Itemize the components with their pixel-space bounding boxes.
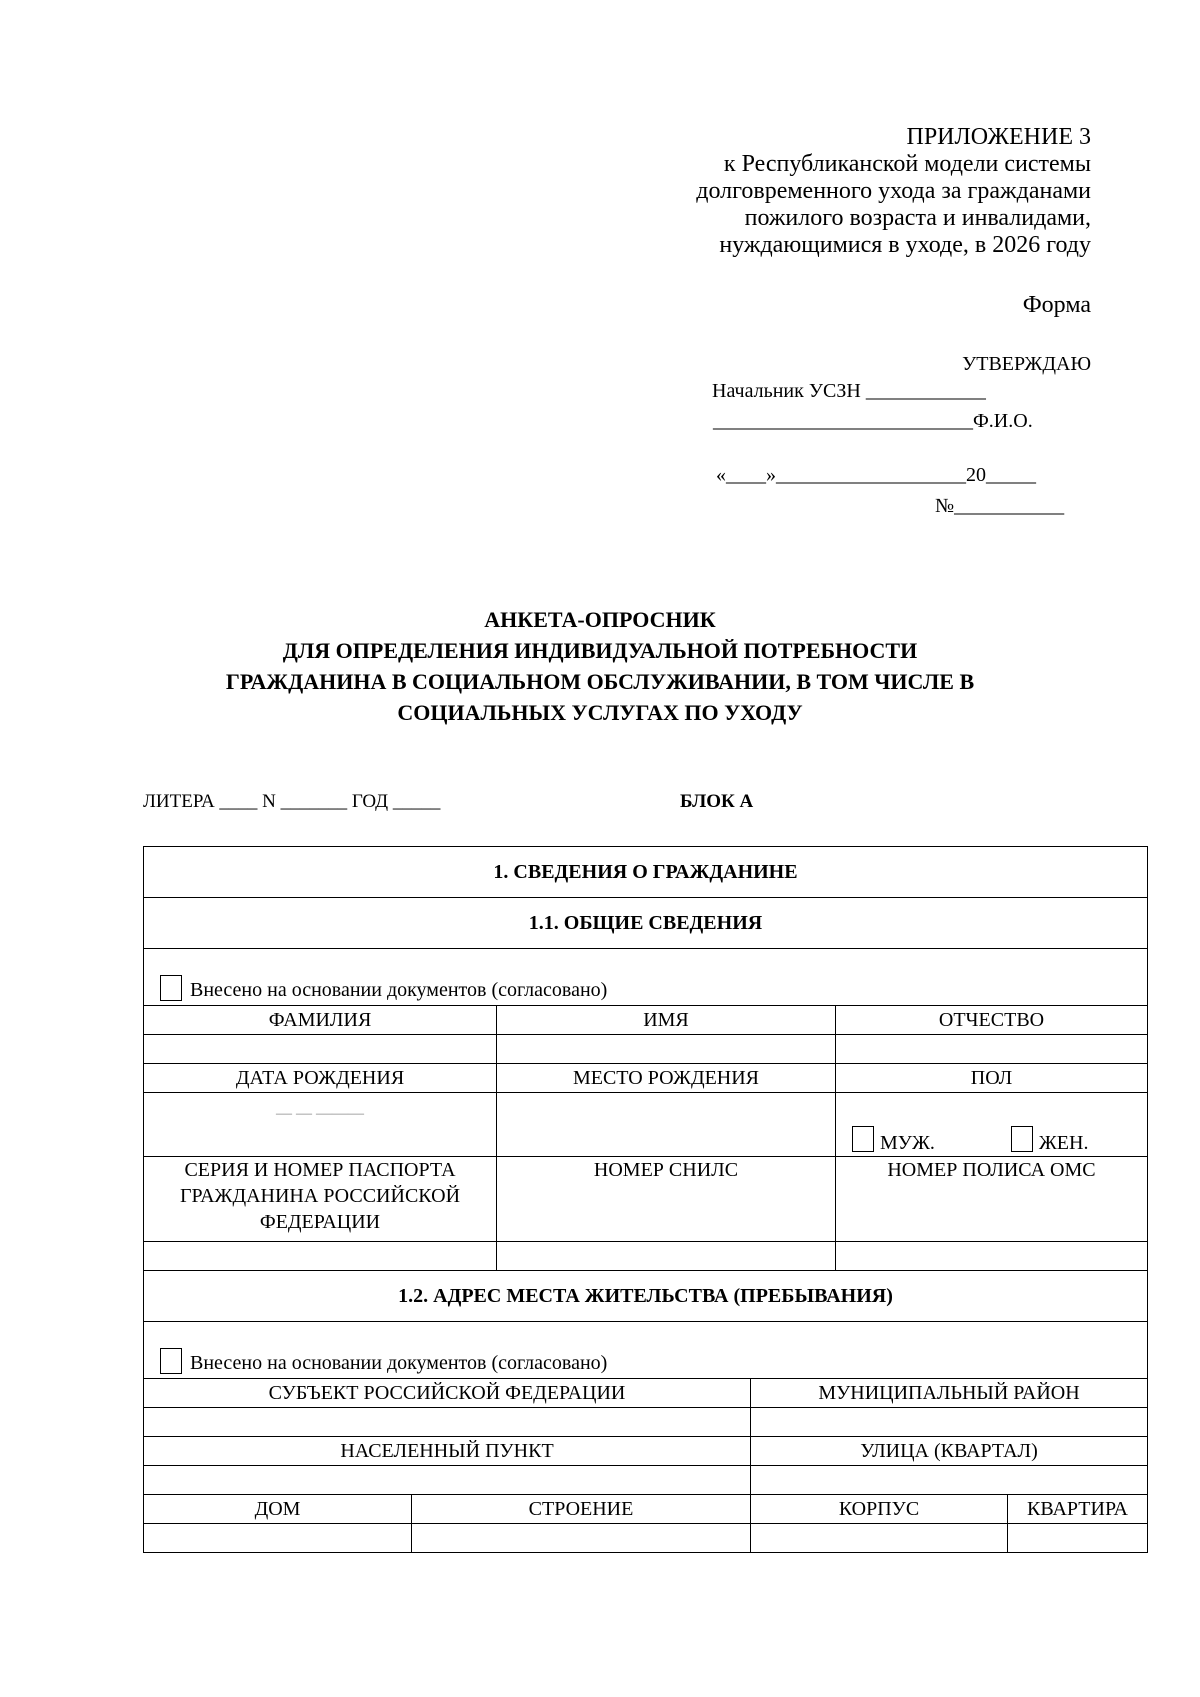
- chief-signature-line: Начальник УСЗН ____________: [712, 380, 986, 402]
- section-title: 1. СВЕДЕНИЯ О ГРАЖДАНИНЕ: [144, 847, 1148, 898]
- building-label: СТРОЕНИЕ: [412, 1495, 751, 1524]
- apartment-label: КВАРТИРА: [1008, 1495, 1148, 1524]
- male-checkbox[interactable]: [852, 1126, 874, 1152]
- title-line: ДЛЯ ОПРЕДЕЛЕНИЯ ИНДИВИДУАЛЬНОЙ ПОТРЕБНОСТИ: [282, 638, 918, 663]
- settlement-label: НАСЕЛЕННЫЙ ПУНКТ: [144, 1437, 751, 1466]
- name-label: ИМЯ: [497, 1006, 836, 1035]
- sex-label: ПОЛ: [836, 1064, 1148, 1093]
- appendix-line: ПРИЛОЖЕНИЕ 3: [906, 124, 1091, 150]
- house-field[interactable]: [144, 1524, 412, 1553]
- passport-label: СЕРИЯ И НОМЕР ПАСПОРТА ГРАЖДАНИНА РОССИЙСКОЙ ФЕДЕРАЦИИ: [144, 1157, 497, 1242]
- documents-check-row: [144, 949, 1148, 1006]
- patronymic-field[interactable]: [836, 1035, 1148, 1064]
- oms-label: НОМЕР ПОЛИСА ОМС: [836, 1157, 1148, 1242]
- documents-checkbox-label: Внесено на основании документов (согласовано): [190, 979, 608, 1001]
- blok-label: БЛОК А: [680, 791, 754, 812]
- dob-field[interactable]: — — ———: [144, 1093, 497, 1157]
- subsection-address: 1.2. АДРЕС МЕСТА ЖИТЕЛЬСТВА (ПРЕБЫВАНИЯ): [144, 1271, 1148, 1322]
- passport-field[interactable]: [144, 1242, 497, 1271]
- block-field[interactable]: [751, 1524, 1008, 1553]
- approve-label: УТВЕРЖДАЮ: [962, 353, 1091, 375]
- subsection-general: 1.1. ОБЩИЕ СВЕДЕНИЯ: [144, 898, 1148, 949]
- apartment-field[interactable]: [1008, 1524, 1148, 1553]
- subject-label: СУБЪЕКТ РОССИЙСКОЙ ФЕДЕРАЦИИ: [144, 1379, 751, 1408]
- street-field[interactable]: [751, 1466, 1148, 1495]
- patronymic-label: ОТЧЕСТВО: [836, 1006, 1148, 1035]
- appendix-line: долговременного ухода за гражданами: [696, 178, 1091, 204]
- subject-field[interactable]: [144, 1408, 751, 1437]
- birthplace-label: МЕСТО РОЖДЕНИЯ: [497, 1064, 836, 1093]
- appendix-line: пожилого возраста и инвалидами,: [744, 205, 1091, 231]
- address-documents-check-row: [144, 1322, 1148, 1379]
- sex-field: [836, 1093, 1148, 1157]
- district-label: МУНИЦИПАЛЬНЫЙ РАЙОН: [751, 1379, 1148, 1408]
- house-label: ДОМ: [144, 1495, 412, 1524]
- appendix-line: к Республиканской модели системы: [723, 151, 1091, 177]
- litera-row: ЛИТЕРА ____ N _______ ГОД _____: [143, 791, 441, 812]
- appendix-line: нуждающимися в уходе, в 2026 году: [719, 232, 1091, 258]
- citizen-info-table: [143, 846, 1148, 1553]
- document-title: [130, 604, 1070, 728]
- appendix-header: [531, 124, 1091, 259]
- surname-label: ФАМИЛИЯ: [144, 1006, 497, 1035]
- male-label: МУЖ.: [880, 1132, 935, 1154]
- block-label: КОРПУС: [751, 1495, 1008, 1524]
- name-field[interactable]: [497, 1035, 836, 1064]
- oms-field[interactable]: [836, 1242, 1148, 1271]
- title-line: АНКЕТА-ОПРОСНИК: [484, 607, 716, 632]
- settlement-field[interactable]: [144, 1466, 751, 1495]
- documents-checkbox[interactable]: [160, 975, 182, 1001]
- address-documents-checkbox-label: Внесено на основании документов (согласовано): [190, 1352, 608, 1374]
- birthplace-field[interactable]: [497, 1093, 836, 1157]
- snils-label: НОМЕР СНИЛС: [497, 1157, 836, 1242]
- form-label: Форма: [1022, 292, 1091, 318]
- date-line: «____»___________________20_____: [716, 464, 1036, 486]
- number-line: №___________: [935, 495, 1065, 517]
- street-label: УЛИЦА (КВАРТАЛ): [751, 1437, 1148, 1466]
- building-field[interactable]: [412, 1524, 751, 1553]
- female-checkbox[interactable]: [1011, 1126, 1033, 1152]
- fio-line: __________________________Ф.И.О.: [713, 410, 1033, 432]
- title-line: ГРАЖДАНИНА В СОЦИАЛЬНОМ ОБСЛУЖИВАНИИ, В ТОМ ЧИСЛЕ В: [225, 669, 975, 694]
- snils-field[interactable]: [497, 1242, 836, 1271]
- female-label: ЖЕН.: [1038, 1132, 1089, 1154]
- district-field[interactable]: [751, 1408, 1148, 1437]
- surname-field[interactable]: [144, 1035, 497, 1064]
- address-documents-checkbox[interactable]: [160, 1348, 182, 1374]
- dob-label: ДАТА РОЖДЕНИЯ: [144, 1064, 497, 1093]
- title-line: СОЦИАЛЬНЫХ УСЛУГАХ ПО УХОДУ: [397, 700, 803, 725]
